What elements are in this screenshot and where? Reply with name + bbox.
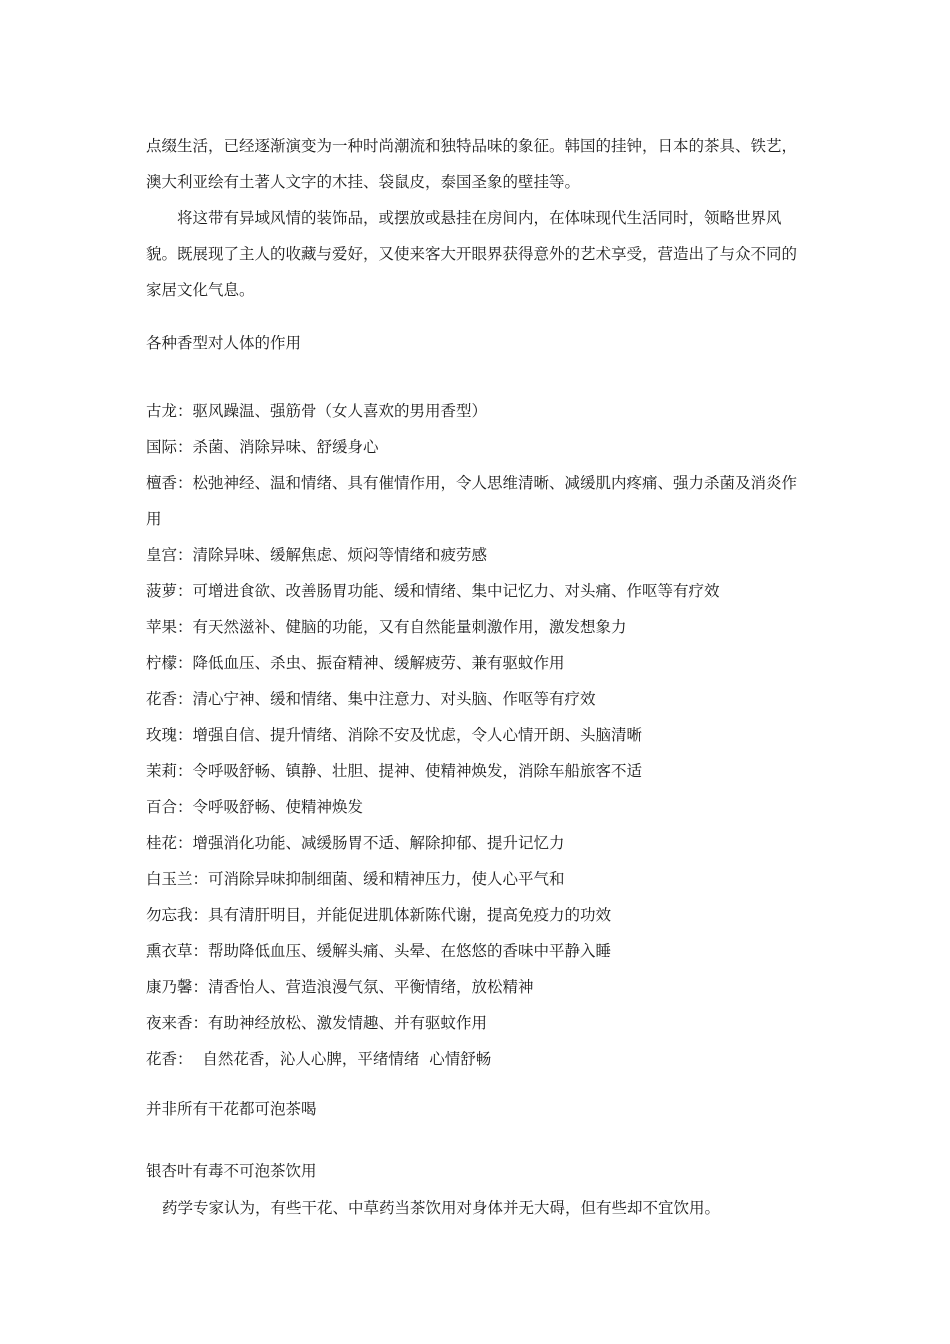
list-item: 苹果：有天然滋补、健脑的功能，又有自然能量刺激作用，激发想象力 (146, 618, 627, 636)
list-item: 勿忘我：具有清肝明目，并能促进肌体新陈代谢，提高免疫力的功效 (146, 906, 612, 924)
list-item: 皇宫：清除异味、缓解焦虑、烦闷等情绪和疲劳感 (146, 546, 488, 564)
heading-fragrance-effects: 各种香型对人体的作用 (146, 334, 302, 352)
list-item: 花香： 自然花香，沁人心脾，平绪情绪 心情舒畅 (146, 1050, 492, 1068)
heading-ginkgo-warning: 银杏叶有毒不可泡茶饮用 (146, 1162, 317, 1180)
paragraph-exotic-decor: 将这带有异域风情的装饰品，或摆放或悬挂在房间内，在体味现代生活同时，领略世界风貌。既展现了主人的收藏与爱好，又使来客大开眼界获得意外的艺术享受，营造出了与众不同的家居文化气息。 (146, 209, 798, 299)
list-item: 百合：令呼吸舒畅、使精神焕发 (146, 798, 364, 816)
paragraph-decor-trend: 点缀生活，已经逐渐演变为一种时尚潮流和独特品味的象征。韩国的挂钟，日本的茶具、铁艺，澳大利亚绘有土著人文字的木挂、袋鼠皮，泰国圣象的壁挂等。 (146, 137, 798, 191)
fragrance-list (146, 393, 810, 1077)
list-item: 花香：清心宁神、缓和情绪、集中注意力、对头脑、作呕等有疗效 (146, 690, 596, 708)
list-item: 康乃馨：清香怡人、营造浪漫气氛、平衡情绪，放松精神 (146, 978, 534, 996)
list-item: 古龙：驱风躁温、强筋骨（女人喜欢的男用香型） (146, 402, 488, 420)
paragraph-expert-advice: 药学专家认为，有些干花、中草药当茶饮用对身体并无大碍，但有些却不宜饮用。 (162, 1199, 721, 1217)
list-item: 檀香：松弛神经、温和情绪、具有催情作用，令人思维清晰、减缓肌内疼痛、强力杀菌及消炎作用 (146, 474, 798, 528)
list-item: 玫瑰：增强自信、提升情绪、消除不安及忧虑，令人心情开朗、头脑清晰 (146, 726, 643, 744)
list-item: 菠萝：可增进食欲、改善肠胃功能、缓和情绪、集中记忆力、对头痛、作呕等有疗效 (146, 582, 720, 600)
list-item: 白玉兰：可消除异味抑制细菌、缓和精神压力，使人心平气和 (146, 870, 565, 888)
list-item: 夜来香：有助神经放松、激发情趣、并有驱蚊作用 (146, 1014, 488, 1032)
list-item: 桂花：增强消化功能、减缓肠胃不适、解除抑郁、提升记忆力 (146, 834, 565, 852)
list-item: 茉莉：令呼吸舒畅、镇静、壮胆、提神、使精神焕发，消除车船旅客不适 (146, 762, 643, 780)
heading-dried-flower-tea: 并非所有干花都可泡茶喝 (146, 1100, 317, 1118)
list-item: 熏衣草：帮助降低血压、缓解头痛、头晕、在悠悠的香味中平静入睡 (146, 942, 612, 960)
list-item: 国际：杀菌、消除异味、舒缓身心 (146, 438, 379, 456)
list-item: 柠檬：降低血压、杀虫、振奋精神、缓解疲劳、兼有驱蚊作用 (146, 654, 565, 672)
